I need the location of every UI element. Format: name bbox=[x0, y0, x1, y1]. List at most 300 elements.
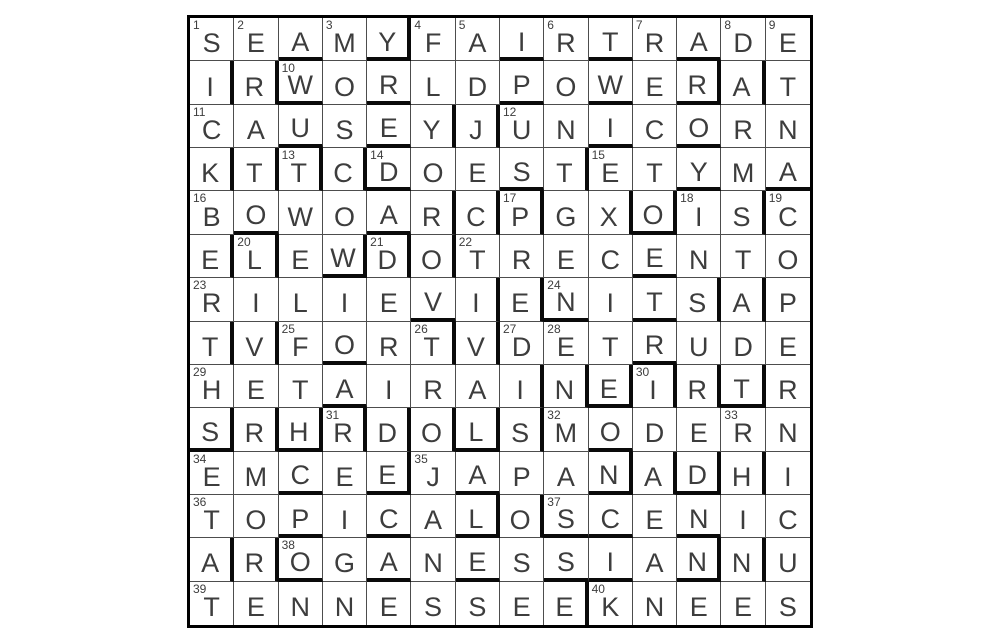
clue-number: 34 bbox=[193, 451, 207, 466]
grid-cell[interactable] bbox=[456, 322, 500, 365]
cell-letter: T bbox=[646, 286, 663, 317]
grid-cell[interactable] bbox=[367, 408, 411, 451]
grid-cell[interactable] bbox=[677, 495, 721, 538]
grid-cell[interactable] bbox=[323, 105, 367, 148]
cell-letter: C bbox=[778, 201, 798, 232]
grid-cell[interactable] bbox=[589, 235, 633, 278]
grid-cell[interactable] bbox=[456, 105, 500, 148]
grid-cell[interactable] bbox=[234, 105, 278, 148]
grid-cell[interactable] bbox=[411, 148, 455, 191]
cell-letter: D bbox=[644, 418, 665, 449]
grid-cell[interactable] bbox=[411, 191, 455, 234]
grid-cell[interactable] bbox=[766, 191, 810, 234]
clue-number: 25 bbox=[281, 321, 295, 336]
cell-letter: C bbox=[379, 503, 399, 534]
grid-cell[interactable] bbox=[721, 18, 765, 61]
cell-letter: M bbox=[554, 418, 578, 449]
grid-cell[interactable] bbox=[234, 452, 278, 495]
cell-letter: E bbox=[556, 331, 575, 362]
cell-letter: O bbox=[555, 71, 577, 102]
cell-letter: R bbox=[244, 418, 265, 449]
grid-cell[interactable] bbox=[279, 278, 323, 321]
grid-cell[interactable] bbox=[411, 495, 455, 538]
grid-cell[interactable] bbox=[677, 322, 721, 365]
cell-letter: I bbox=[606, 288, 614, 319]
cell-letter: P bbox=[512, 70, 531, 101]
cell-letter: R bbox=[379, 70, 399, 101]
grid-cell[interactable] bbox=[411, 365, 455, 408]
grid-cell[interactable] bbox=[677, 452, 721, 495]
cell-letter: N bbox=[731, 548, 752, 579]
grid-cell[interactable] bbox=[677, 61, 721, 104]
cell-letter: R bbox=[333, 418, 353, 449]
cell-letter: E bbox=[689, 592, 708, 623]
grid-cell[interactable] bbox=[279, 191, 323, 234]
grid-cell[interactable] bbox=[677, 582, 721, 625]
cell-letter: U bbox=[689, 331, 709, 362]
grid-cell[interactable] bbox=[589, 105, 633, 148]
cell-letter: S bbox=[732, 201, 751, 232]
grid-cell[interactable] bbox=[367, 148, 411, 191]
cell-letter: K bbox=[601, 592, 620, 623]
grid-cell[interactable] bbox=[544, 278, 588, 321]
grid-cell[interactable] bbox=[500, 148, 544, 191]
cell-letter: O bbox=[509, 505, 531, 536]
grid-cell[interactable] bbox=[544, 452, 588, 495]
cell-letter: B bbox=[202, 201, 221, 232]
grid-cell[interactable] bbox=[279, 408, 323, 451]
grid-cell[interactable] bbox=[323, 322, 367, 365]
grid-cell[interactable] bbox=[766, 452, 810, 495]
cell-letter: E bbox=[246, 592, 265, 623]
clue-number: 9 bbox=[768, 18, 776, 32]
grid-cell[interactable] bbox=[234, 235, 278, 278]
grid-cell[interactable] bbox=[234, 365, 278, 408]
cell-letter: A bbox=[468, 28, 487, 59]
grid-cell[interactable] bbox=[190, 278, 234, 321]
cell-letter: E bbox=[379, 288, 398, 319]
grid-cell[interactable] bbox=[411, 582, 455, 625]
grid-cell[interactable] bbox=[323, 538, 367, 581]
grid-cell[interactable] bbox=[500, 365, 544, 408]
cell-letter: I bbox=[739, 505, 747, 536]
cell-letter: P bbox=[778, 288, 797, 319]
grid-cell[interactable] bbox=[411, 61, 455, 104]
clue-number: 1 bbox=[193, 18, 200, 32]
grid-cell[interactable] bbox=[500, 105, 544, 148]
grid-cell[interactable] bbox=[721, 495, 765, 538]
grid-cell[interactable] bbox=[323, 61, 367, 104]
grid-cell[interactable] bbox=[500, 61, 544, 104]
grid-cell[interactable] bbox=[766, 322, 810, 365]
cell-letter: N bbox=[644, 592, 665, 623]
grid-cell[interactable] bbox=[544, 235, 588, 278]
grid-cell[interactable] bbox=[633, 365, 677, 408]
grid-cell[interactable] bbox=[323, 495, 367, 538]
cell-letter: P bbox=[291, 503, 310, 534]
cell-letter: I bbox=[385, 375, 393, 406]
grid-cell[interactable] bbox=[456, 408, 500, 451]
grid-cell[interactable] bbox=[190, 408, 234, 451]
cell-letter: I bbox=[606, 546, 614, 577]
clue-number: 38 bbox=[281, 538, 295, 553]
clue-number: 10 bbox=[281, 61, 295, 76]
cell-letter: E bbox=[778, 331, 797, 362]
grid-cell[interactable] bbox=[456, 191, 500, 234]
grid-cell[interactable] bbox=[766, 235, 810, 278]
grid-cell[interactable] bbox=[766, 148, 810, 191]
grid-cell[interactable] bbox=[500, 408, 544, 451]
grid-cell[interactable] bbox=[411, 235, 455, 278]
grid-cell[interactable] bbox=[190, 61, 234, 104]
cell-letter: R bbox=[244, 71, 265, 102]
grid-cell[interactable] bbox=[190, 495, 234, 538]
grid-cell[interactable] bbox=[190, 582, 234, 625]
grid-cell[interactable] bbox=[500, 538, 544, 581]
grid-cell[interactable] bbox=[721, 365, 765, 408]
clue-number: 17 bbox=[502, 191, 517, 206]
cell-letter: A bbox=[379, 546, 398, 577]
grid-cell[interactable] bbox=[323, 191, 367, 234]
grid-cell[interactable] bbox=[500, 235, 544, 278]
grid-cell[interactable] bbox=[677, 148, 721, 191]
cell-letter: S bbox=[688, 288, 707, 319]
grid-cell[interactable] bbox=[323, 408, 367, 451]
grid-cell[interactable] bbox=[190, 322, 234, 365]
grid-cell[interactable] bbox=[500, 495, 544, 538]
grid-cell[interactable] bbox=[633, 582, 677, 625]
grid-cell[interactable] bbox=[500, 582, 544, 625]
cell-letter: T bbox=[601, 26, 619, 57]
cell-letter: E bbox=[601, 158, 620, 189]
grid-cell[interactable] bbox=[323, 365, 367, 408]
grid-cell[interactable] bbox=[544, 582, 588, 625]
grid-cell[interactable] bbox=[721, 191, 765, 234]
grid-cell[interactable] bbox=[633, 538, 677, 581]
grid-cell[interactable] bbox=[500, 278, 544, 321]
grid-cell[interactable] bbox=[766, 61, 810, 104]
grid-cell[interactable] bbox=[190, 105, 234, 148]
grid-cell[interactable] bbox=[367, 365, 411, 408]
cell-letter: N bbox=[778, 114, 798, 145]
grid-cell[interactable] bbox=[766, 582, 810, 625]
grid-cell[interactable] bbox=[544, 322, 588, 365]
grid-cell[interactable] bbox=[190, 148, 234, 191]
grid-cell[interactable] bbox=[544, 18, 588, 61]
cell-letter: I bbox=[206, 71, 214, 102]
grid-cell[interactable] bbox=[456, 18, 500, 61]
grid-cell[interactable] bbox=[721, 322, 765, 365]
grid-cell[interactable] bbox=[234, 148, 278, 191]
cell-letter: T bbox=[291, 375, 309, 406]
cell-letter: E bbox=[645, 243, 664, 274]
cell-letter: U bbox=[290, 113, 310, 144]
grid-cell[interactable] bbox=[589, 322, 633, 365]
grid-cell[interactable] bbox=[589, 365, 633, 408]
cell-letter: R bbox=[511, 244, 532, 275]
cell-letter: N bbox=[554, 375, 575, 406]
cell-letter: T bbox=[734, 244, 752, 275]
grid-cell[interactable] bbox=[544, 365, 588, 408]
grid-cell[interactable] bbox=[677, 18, 721, 61]
grid-cell[interactable] bbox=[190, 235, 234, 278]
grid-cell[interactable] bbox=[279, 148, 323, 191]
cell-letter: E bbox=[379, 592, 398, 623]
cell-letter: R bbox=[421, 201, 442, 232]
grid-cell[interactable] bbox=[367, 235, 411, 278]
grid-cell[interactable] bbox=[367, 495, 411, 538]
grid-cell[interactable] bbox=[323, 148, 367, 191]
cell-letter: A bbox=[556, 461, 575, 492]
grid-cell[interactable] bbox=[234, 191, 278, 234]
grid-cell[interactable] bbox=[500, 322, 544, 365]
cell-letter: R bbox=[687, 375, 708, 406]
grid-cell[interactable] bbox=[456, 365, 500, 408]
grid-cell[interactable] bbox=[367, 61, 411, 104]
grid-cell[interactable] bbox=[411, 105, 455, 148]
grid-cell[interactable] bbox=[766, 278, 810, 321]
grid-cell[interactable] bbox=[279, 495, 323, 538]
cell-letter: G bbox=[555, 201, 577, 232]
cell-letter: V bbox=[424, 286, 443, 317]
clue-number: 13 bbox=[281, 148, 295, 163]
grid-cell[interactable] bbox=[234, 495, 278, 538]
grid-cell[interactable] bbox=[677, 365, 721, 408]
cell-letter: N bbox=[778, 418, 798, 449]
cell-letter: D bbox=[379, 156, 399, 187]
grid-cell[interactable] bbox=[633, 278, 677, 321]
cell-letter: C bbox=[778, 505, 798, 536]
grid-cell[interactable] bbox=[323, 235, 367, 278]
grid-cell[interactable] bbox=[766, 105, 810, 148]
grid-cell[interactable] bbox=[721, 235, 765, 278]
grid-cell[interactable] bbox=[456, 148, 500, 191]
clue-number: 7 bbox=[635, 18, 643, 32]
cell-letter: S bbox=[202, 28, 221, 59]
grid-cell[interactable] bbox=[677, 538, 721, 581]
grid-cell[interactable] bbox=[234, 18, 278, 61]
cell-letter: Y bbox=[422, 114, 441, 145]
grid-cell[interactable] bbox=[279, 105, 323, 148]
grid-cell[interactable] bbox=[234, 322, 278, 365]
cell-letter: I bbox=[472, 288, 480, 319]
grid-cell[interactable] bbox=[367, 538, 411, 581]
grid-cell[interactable] bbox=[677, 105, 721, 148]
cell-letter: N bbox=[689, 244, 709, 275]
grid-cell[interactable] bbox=[367, 105, 411, 148]
grid-cell[interactable] bbox=[633, 408, 677, 451]
grid-cell[interactable] bbox=[500, 452, 544, 495]
clue-number: 5 bbox=[458, 18, 466, 32]
grid-cell[interactable] bbox=[589, 538, 633, 581]
grid-cell[interactable] bbox=[721, 105, 765, 148]
cell-letter: E bbox=[555, 592, 574, 623]
grid-cell[interactable] bbox=[589, 148, 633, 191]
grid-cell[interactable] bbox=[544, 191, 588, 234]
cell-letter: I bbox=[340, 288, 349, 319]
grid-cell[interactable] bbox=[544, 105, 588, 148]
grid-cell[interactable] bbox=[633, 148, 677, 191]
grid-cell[interactable] bbox=[766, 495, 810, 538]
cell-letter: S bbox=[512, 548, 531, 579]
cell-letter: G bbox=[333, 548, 355, 579]
cell-letter: I bbox=[517, 26, 526, 57]
grid-cell[interactable] bbox=[190, 452, 234, 495]
cell-letter: N bbox=[290, 592, 310, 623]
clue-number: 18 bbox=[680, 191, 694, 206]
grid-cell[interactable] bbox=[279, 18, 323, 61]
cell-letter: D bbox=[511, 331, 532, 362]
grid-cell[interactable] bbox=[589, 191, 633, 234]
cell-letter: J bbox=[426, 461, 440, 492]
grid-cell[interactable] bbox=[279, 322, 323, 365]
grid-cell[interactable] bbox=[456, 538, 500, 581]
grid-cell[interactable] bbox=[589, 18, 633, 61]
grid-cell[interactable] bbox=[411, 408, 455, 451]
grid-cell[interactable] bbox=[677, 408, 721, 451]
grid-cell[interactable] bbox=[323, 18, 367, 61]
grid-cell[interactable] bbox=[279, 61, 323, 104]
grid-cell[interactable] bbox=[633, 61, 677, 104]
grid-cell[interactable] bbox=[279, 365, 323, 408]
clue-number: 33 bbox=[724, 408, 738, 423]
grid-cell[interactable] bbox=[234, 61, 278, 104]
grid-cell[interactable] bbox=[190, 365, 234, 408]
clue-number: 4 bbox=[414, 18, 422, 32]
grid-cell[interactable] bbox=[677, 191, 721, 234]
grid-cell[interactable] bbox=[323, 582, 367, 625]
grid-cell[interactable] bbox=[544, 61, 588, 104]
grid-cell[interactable] bbox=[411, 452, 455, 495]
grid-cell[interactable] bbox=[456, 278, 500, 321]
grid-cell[interactable] bbox=[544, 538, 588, 581]
grid-cell[interactable] bbox=[633, 191, 677, 234]
grid-cell[interactable] bbox=[234, 538, 278, 581]
cell-letter: A bbox=[689, 26, 708, 57]
cell-letter: T bbox=[779, 71, 797, 102]
grid-cell[interactable] bbox=[190, 191, 234, 234]
grid-cell[interactable] bbox=[766, 538, 810, 581]
cell-letter: E bbox=[689, 418, 708, 449]
grid-cell[interactable] bbox=[721, 148, 765, 191]
grid-cell[interactable] bbox=[589, 495, 633, 538]
cell-letter: E bbox=[512, 592, 531, 623]
cell-letter: A bbox=[379, 200, 398, 231]
grid-cell[interactable] bbox=[190, 18, 234, 61]
clue-number: 14 bbox=[370, 148, 384, 163]
grid-cell[interactable] bbox=[234, 278, 278, 321]
grid-cell[interactable] bbox=[500, 18, 544, 61]
grid-cell[interactable] bbox=[279, 452, 323, 495]
grid-cell[interactable] bbox=[721, 538, 765, 581]
cell-letter: M bbox=[731, 158, 755, 189]
grid-cell[interactable] bbox=[500, 191, 544, 234]
grid-cell[interactable] bbox=[456, 582, 500, 625]
grid-cell[interactable] bbox=[544, 495, 588, 538]
cell-letter: O bbox=[333, 71, 355, 102]
grid-cell[interactable] bbox=[367, 322, 411, 365]
grid-cell[interactable] bbox=[633, 105, 677, 148]
grid-cell[interactable] bbox=[633, 495, 677, 538]
grid-cell[interactable] bbox=[279, 235, 323, 278]
grid-cell[interactable] bbox=[633, 452, 677, 495]
grid-cell[interactable] bbox=[721, 582, 765, 625]
cell-letter: W bbox=[287, 70, 313, 101]
cell-letter: E bbox=[645, 505, 664, 536]
grid-cell[interactable] bbox=[589, 61, 633, 104]
cell-letter: A bbox=[201, 548, 220, 579]
grid-cell[interactable] bbox=[323, 278, 367, 321]
grid-cell[interactable] bbox=[633, 235, 677, 278]
grid-cell[interactable] bbox=[721, 61, 765, 104]
grid-cell[interactable] bbox=[279, 582, 323, 625]
grid-cell[interactable] bbox=[589, 278, 633, 321]
cell-letter: I bbox=[516, 375, 524, 406]
grid-cell[interactable] bbox=[721, 408, 765, 451]
cell-letter: E bbox=[556, 244, 575, 275]
grid-cell[interactable] bbox=[677, 235, 721, 278]
grid-cell[interactable] bbox=[633, 18, 677, 61]
grid-cell[interactable] bbox=[279, 538, 323, 581]
grid-cell[interactable] bbox=[766, 18, 810, 61]
grid-cell[interactable] bbox=[721, 278, 765, 321]
grid-cell[interactable] bbox=[589, 452, 633, 495]
grid-cell[interactable] bbox=[544, 148, 588, 191]
grid-cell[interactable] bbox=[367, 18, 411, 61]
grid-cell[interactable] bbox=[456, 61, 500, 104]
grid-cell[interactable] bbox=[544, 408, 588, 451]
cell-letter: E bbox=[246, 375, 265, 406]
cell-letter: E bbox=[511, 288, 530, 319]
grid-cell[interactable] bbox=[766, 365, 810, 408]
grid-cell[interactable] bbox=[456, 235, 500, 278]
cell-letter: R bbox=[644, 28, 665, 59]
grid-cell[interactable] bbox=[766, 408, 810, 451]
clue-number: 35 bbox=[414, 451, 428, 466]
grid-cell[interactable] bbox=[677, 278, 721, 321]
cell-letter: C bbox=[600, 503, 620, 534]
grid-cell[interactable] bbox=[456, 452, 500, 495]
cell-letter: E bbox=[378, 460, 397, 491]
clue-number: 37 bbox=[547, 494, 561, 509]
cell-letter: X bbox=[599, 201, 618, 232]
grid-cell[interactable] bbox=[367, 582, 411, 625]
grid-cell[interactable] bbox=[411, 322, 455, 365]
cell-letter: D bbox=[733, 331, 753, 362]
grid-cell[interactable] bbox=[323, 452, 367, 495]
cell-letter: S bbox=[778, 592, 797, 623]
grid-cell[interactable] bbox=[367, 191, 411, 234]
clue-number: 15 bbox=[591, 148, 605, 163]
grid-cell[interactable] bbox=[367, 452, 411, 495]
grid-cell[interactable] bbox=[234, 408, 278, 451]
grid-cell[interactable] bbox=[411, 538, 455, 581]
clue-number: 11 bbox=[193, 104, 206, 119]
grid-cell[interactable] bbox=[721, 452, 765, 495]
cell-letter: T bbox=[423, 331, 440, 362]
grid-cell[interactable] bbox=[589, 408, 633, 451]
grid-cell[interactable] bbox=[456, 495, 500, 538]
grid-cell[interactable] bbox=[411, 18, 455, 61]
grid-cell[interactable] bbox=[589, 582, 633, 625]
grid-cell[interactable] bbox=[234, 582, 278, 625]
grid-cell[interactable] bbox=[190, 538, 234, 581]
grid-cell[interactable] bbox=[411, 278, 455, 321]
grid-cell[interactable] bbox=[367, 278, 411, 321]
cell-letter: T bbox=[201, 331, 219, 362]
grid-cell[interactable] bbox=[633, 322, 677, 365]
cell-letter: N bbox=[423, 548, 443, 579]
